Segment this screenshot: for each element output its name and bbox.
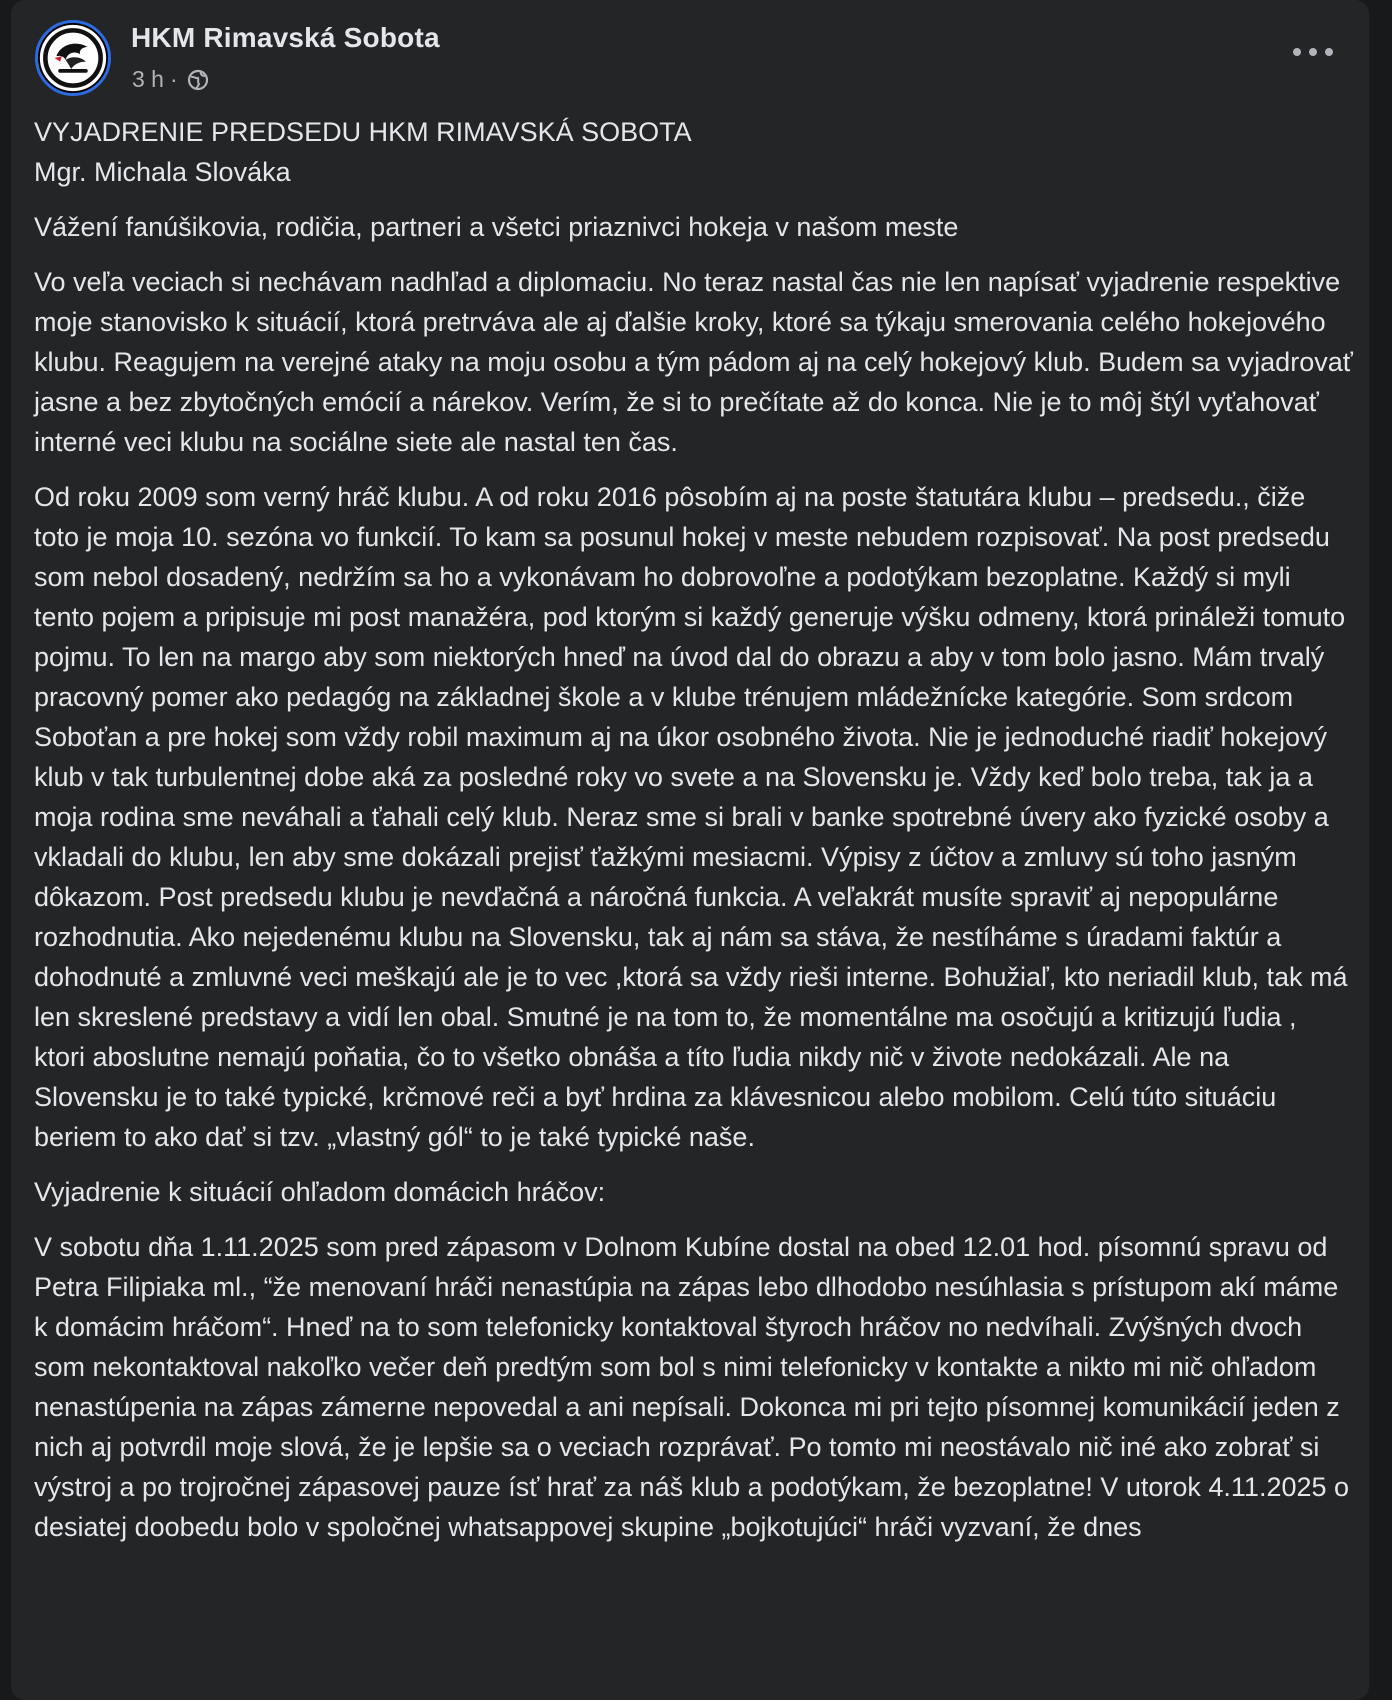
- page-name-link[interactable]: HKM Rimavská Sobota: [131, 22, 440, 53]
- post-paragraph: Vyjadrenie k situácií ohľadom domácich hráčov:: [34, 1177, 606, 1207]
- more-options-button[interactable]: [1293, 38, 1333, 66]
- post-meta: [132, 66, 210, 93]
- more-dot-icon: [1325, 48, 1333, 56]
- more-dot-icon: [1309, 48, 1317, 56]
- post-paragraph: V sobotu dňa 1.11.2025 som pred zápasom v Dolnom Kubíne dostal na obed 12.01 hod. písomnú spravu od Petra Filipiaka ml., “že menovaní hráči nenastúpia na zápas lebo dlhodobo nesúhlasia s prístupom akí máme k domácim hráčom“. Hneď na to som telefonicky kontaktoval štyroch hráčov no nedvíhali. Zvýšných dvoch som nekontaktoval nakoľko večer deň predtým som bol s nimi telefonicky v kontakte a nikto mi nič ohľadom nenastúpenia na zápas zámerne nepovedal a ani nepísali. Dokonca mi pri tejto písomnej komunikácií jeden z nich aj potvrdil moje slová, že je lepšie sa o veciach rozprávať. Po tomto mi neostávalo nič iné ako zobrať si výstroj a po trojročnej zápasovej pauze ísť hrať za náš klub a podotýkam, že bezoplatne! V utorok 4.11.2025 o desiatej doobedu bolo v spoločnej whatsappovej skupine „bojkotujúci“ hráči vyzvaní, že dnes: [34, 1232, 1350, 1542]
- meta-separator: ·: [169, 66, 178, 92]
- post-paragraph: Vo veľa veciach si nechávam nadhľad a diplomaciu. No teraz nastal čas nie len napísať vyjadrenie respektive moje stanovisko k situácií, ktorá pretrváva ale aj ďalšie kroky, ktoré sa týkaju smerovania celého hokejového klubu. Reagujem na verejné ataky na moju osobu a tým pádom aj na celý hokejový klub. Budem sa vyjadrovať jasne a bez zbytočných emócií a nárekov. Verím, že si to prečítate až do konca. Nie je to môj štýl vyťahovať interné veci klubu na sociálne siete ale nastal ten čas.: [34, 267, 1353, 457]
- page-avatar[interactable]: [35, 20, 111, 96]
- more-dot-icon: [1293, 48, 1301, 56]
- post-timestamp[interactable]: 3 h: [132, 66, 164, 92]
- post-header: [11, 0, 1369, 110]
- globe-icon[interactable]: [186, 68, 210, 92]
- post-paragraph: Od roku 2009 som verný hráč klubu. A od roku 2016 pôsobím aj na poste štatutára klubu – predsedu., čiže toto je moja 10. sezóna vo funkcií. To kam sa posunul hokej v meste nebudem rozpisovať. Na post predsedu som nebol dosadený, nedržím sa ho a vykonávam ho dobrovoľne a podotýkam bezoplatne. Každý si myli tento pojem a pripisuje mi post manažéra, pod ktorým si každý generuje výšku odmeny, ktorá prináleži tomuto pojmu. To len na margo aby som niektorých hneď na úvod dal do obrazu a aby v tom bolo jasno. Mám trvalý pracovný pomer ako pedagóg na základnej škole a v klube trénujem mládežnícke kategórie. Som srdcom Soboťan a pre hokej som vždy robil maximum aj na úkor osobného života. Nie je jednoduché riadiť hokejový klub v tak turbulentnej dobe aká za posledné roky vo svete a na Slovensku je. Vždy keď bolo treba, tak ja a moja rodina sme neváhali a ťahali celý klub. Neraz sme si brali v banke spotrebné úvery ako fyzické osoby a vkladali do klubu, len aby sme dokázali prejisť ťažkými mesiacmi. Výpisy z účtov a zmluvy sú toho jasným dôkazom. Post predsedu klubu je nevďačná a náročná funkcia. A veľakrát musíte spraviť aj nepopulárne rozhodnutia. Ako nejedenému klubu na Slovensku, tak aj nám sa stáva, že nestíháme s úradami faktúr a dohodnuté a zmluvné veci meškajú ale je to vec ,ktorá sa vždy rieši interne. Bohužiaľ, kto neriadil klub, tak má len skreslené predstavy a vidí len obal. Smutné je na tom to, že momentálne ma osočujú a kritizujú ľudia , ktori aboslutne nemajú poňatia, čo to všetko obnáša a títo ľudia nikdy nič v živote nedokázali. Ale na Slovensku je to také typické, krčmové reči a byť hrdina za klávesnicou alebo mobilom. Celú túto situáciu beriem to ako dať si tzv. „vlastný gól“ to je také typické naše.: [34, 482, 1348, 1152]
- post-paragraph: Vážení fanúšikovia, rodičia, partneri a všetci priaznivci hokeja v našom meste: [34, 212, 959, 242]
- club-logo-icon: [38, 23, 108, 93]
- post-card: [11, 0, 1369, 1700]
- post-title: VYJADRENIE PREDSEDU HKM RIMAVSKÁ SOBOTA Mgr. Michala Slováka: [34, 117, 692, 187]
- post-body: [34, 112, 1354, 1562]
